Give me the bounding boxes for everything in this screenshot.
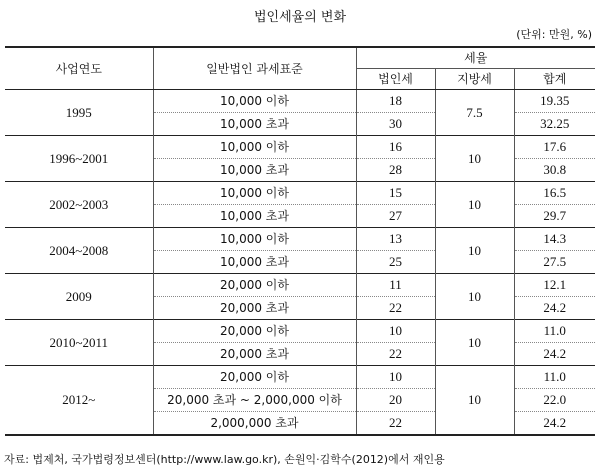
header-tax-rate: 세율 [356, 47, 595, 69]
standard-cell: 20,000 초과 [153, 343, 356, 366]
standard-cell: 20,000 초과 [153, 297, 356, 320]
standard-cell: 10,000 초과 [153, 251, 356, 274]
corporate-rate-cell: 10 [356, 320, 435, 343]
corporate-rate-cell: 22 [356, 412, 435, 436]
standard-cell: 10,000 초과 [153, 113, 356, 136]
local-rate-cell: 7.5 [435, 90, 514, 136]
corporate-rate-cell: 22 [356, 343, 435, 366]
year-cell: 2002~2003 [5, 182, 153, 228]
corporate-rate-cell: 16 [356, 136, 435, 159]
corporate-rate-cell: 15 [356, 182, 435, 205]
local-rate-cell: 10 [435, 320, 514, 366]
standard-cell: 2,000,000 초과 [153, 412, 356, 436]
table-body [5, 90, 595, 436]
table-row [5, 366, 595, 389]
table-row [5, 320, 595, 343]
table-row [5, 274, 595, 297]
year-cell: 1996~2001 [5, 136, 153, 182]
total-rate-cell: 12.1 [514, 274, 595, 297]
total-rate-cell: 32.25 [514, 113, 595, 136]
year-cell: 2004~2008 [5, 228, 153, 274]
corporate-rate-cell: 11 [356, 274, 435, 297]
local-rate-cell: 10 [435, 366, 514, 436]
local-rate-cell: 10 [435, 182, 514, 228]
corporate-rate-cell: 25 [356, 251, 435, 274]
total-rate-cell: 17.6 [514, 136, 595, 159]
total-rate-cell: 11.0 [514, 320, 595, 343]
header-year: 사업연도 [5, 47, 153, 90]
unit-note: (단위: 만원, %) [516, 28, 592, 41]
standard-cell: 10,000 이하 [153, 136, 356, 159]
total-rate-cell: 14.3 [514, 228, 595, 251]
corporate-rate-cell: 20 [356, 389, 435, 412]
standard-cell: 20,000 이하 [153, 274, 356, 297]
standard-cell: 10,000 이하 [153, 182, 356, 205]
table-row [5, 228, 595, 251]
standard-cell: 20,000 이하 [153, 366, 356, 389]
header-corporate: 법인세 [356, 69, 435, 90]
standard-cell: 10,000 초과 [153, 159, 356, 182]
total-rate-cell: 29.7 [514, 205, 595, 228]
total-rate-cell: 22.0 [514, 389, 595, 412]
corporate-rate-cell: 13 [356, 228, 435, 251]
total-rate-cell: 30.8 [514, 159, 595, 182]
corporate-rate-cell: 22 [356, 297, 435, 320]
year-cell: 2009 [5, 274, 153, 320]
local-rate-cell: 10 [435, 136, 514, 182]
total-rate-cell: 16.5 [514, 182, 595, 205]
table-row [5, 136, 595, 159]
total-rate-cell: 19.35 [514, 90, 595, 113]
standard-cell: 10,000 이하 [153, 90, 356, 113]
local-rate-cell: 10 [435, 274, 514, 320]
total-rate-cell: 24.2 [514, 297, 595, 320]
header-total: 합계 [514, 69, 595, 90]
corporate-rate-cell: 18 [356, 90, 435, 113]
standard-cell: 20,000 초과 ~ 2,000,000 이하 [153, 389, 356, 412]
local-rate-cell: 10 [435, 228, 514, 274]
total-rate-cell: 24.2 [514, 412, 595, 436]
year-cell: 2010~2011 [5, 320, 153, 366]
header-standard: 일반법인 과세표준 [153, 47, 356, 90]
total-rate-cell: 11.0 [514, 366, 595, 389]
corporate-rate-cell: 28 [356, 159, 435, 182]
corporate-rate-cell: 27 [356, 205, 435, 228]
standard-cell: 10,000 이하 [153, 228, 356, 251]
tax-rate-table [5, 46, 595, 436]
header-local: 지방세 [435, 69, 514, 90]
total-rate-cell: 27.5 [514, 251, 595, 274]
standard-cell: 10,000 초과 [153, 205, 356, 228]
standard-cell: 20,000 이하 [153, 320, 356, 343]
corporate-rate-cell: 10 [356, 366, 435, 389]
total-rate-cell: 24.2 [514, 343, 595, 366]
source-note: 자료: 법제처, 국가법령정보센터(http://www.law.go.kr), 손원익·김학수(2012)에서 재인용 [4, 453, 445, 466]
table-row [5, 182, 595, 205]
year-cell: 1995 [5, 90, 153, 136]
page-title: 법인세율의 변화 [253, 10, 347, 25]
corporate-rate-cell: 30 [356, 113, 435, 136]
table-row [5, 90, 595, 113]
year-cell: 2012~ [5, 366, 153, 436]
